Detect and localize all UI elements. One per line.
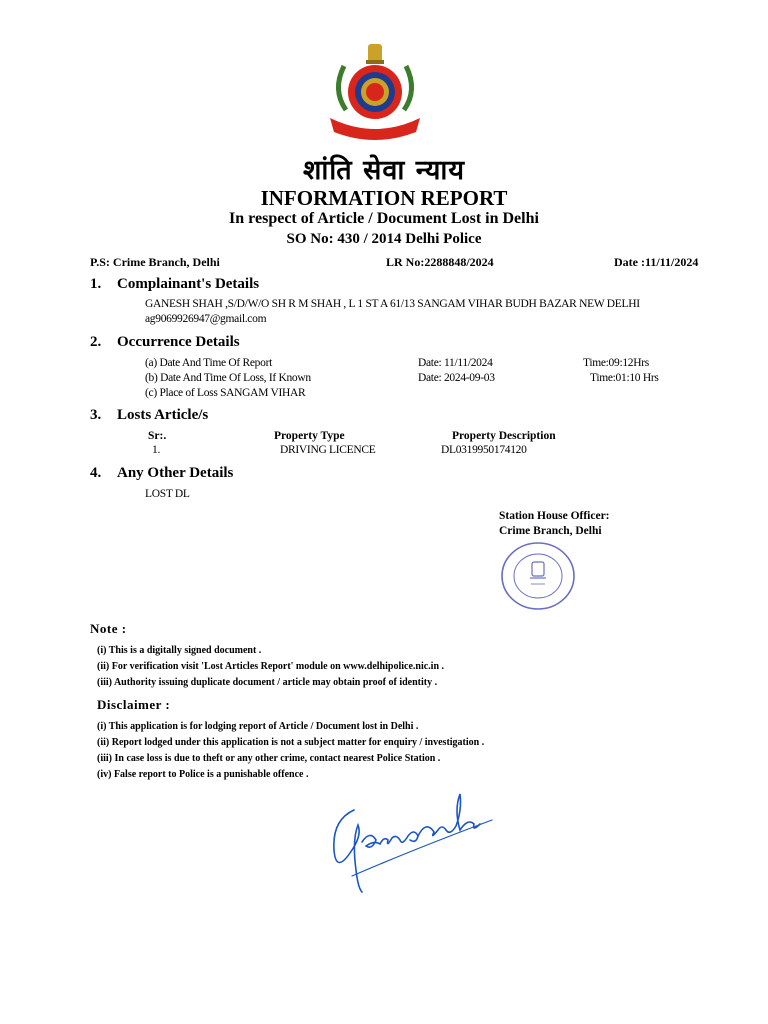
report-date: Date :11/11/2024 [614,255,699,269]
place-of-loss: (c) Place of Loss SANGAM VIHAR [145,387,306,399]
lr-number: LR No:2288848/2024 [386,255,494,269]
section-title: Complainant's Details [117,276,260,292]
column-header-property-type: Property Type [274,430,345,442]
loss-datetime-label: (b) Date And Time Of Loss, If Known [145,372,311,384]
officer-title: Station House Officer: [499,510,610,522]
disclaimer-item: (ii) Report lodged under this application is not a subject matter for enquiry / investigation . [97,737,485,748]
loss-time-value: Time:01:10 Hrs [590,372,659,384]
article-sr: 1. [152,444,161,456]
section-other-heading [90,465,233,482]
section-occurrence-heading [90,334,240,351]
section-title: Any Other Details [117,465,234,481]
motto: शांति सेवा न्याय [302,155,466,186]
complainant-email: ag9069926947@gmail.com [145,313,267,325]
station-house-officer [499,509,610,539]
disclaimer-heading: Disclaimer : [97,697,171,712]
section-number: 2. [90,334,102,350]
complainant-name-address: GANESH SHAH ,S/D/W/O SH R M SHAH , L 1 ST A 61/13 SANGAM VIHAR BUDH BAZAR NEW DELHI [145,298,640,310]
section-articles-heading [90,407,208,424]
police-station-seal [498,540,578,612]
so-number: SO No: 430 / 2014 Delhi Police [286,231,482,247]
column-header-sr: Sr:. [148,430,167,442]
note-item: (iii) Authority issuing duplicate document / article may obtain proof of identity . [97,677,438,688]
report-date-value: Date: 11/11/2024 [418,357,493,369]
column-header-property-description: Property Description [452,430,556,442]
disclaimer-item: (iv) False report to Police is a punishable offence . [97,769,309,780]
report-datetime-label: (a) Date And Time Of Report [145,357,273,369]
note-heading: Note : [90,621,127,636]
note-item: (i) This is a digitally signed document . [97,645,262,656]
note-item: (ii) For verification visit 'Lost Articles Report' module on www.delhipolice.nic.in . [97,661,445,672]
delhi-police-emblem [326,40,424,140]
report-title: INFORMATION REPORT [260,186,508,210]
other-details-text: LOST DL [145,488,190,500]
disclaimer-item: (iii) In case loss is due to theft or any other crime, contact nearest Police Station . [97,753,441,764]
officer-branch: Crime Branch, Delhi [499,525,602,537]
report-time-value: Time:09:12Hrs [583,357,649,369]
article-property-type: DRIVING LICENCE [280,444,376,456]
report-subtitle: In respect of Article / Document Lost in Delhi [229,210,539,227]
loss-date-value: Date: 2024-09-03 [418,372,495,384]
handwritten-signature [322,780,502,900]
police-station: P.S: Crime Branch, Delhi [90,255,220,269]
article-property-description: DL0319950174120 [441,444,527,456]
section-number: 4. [90,465,102,481]
section-complainant-heading [90,276,259,293]
section-title: Losts Article/s [117,407,209,423]
disclaimer-item: (i) This application is for lodging report of Article / Document lost in Delhi . [97,721,419,732]
section-number: 1. [90,276,102,292]
section-number: 3. [90,407,102,423]
section-title: Occurrence Details [117,334,240,350]
